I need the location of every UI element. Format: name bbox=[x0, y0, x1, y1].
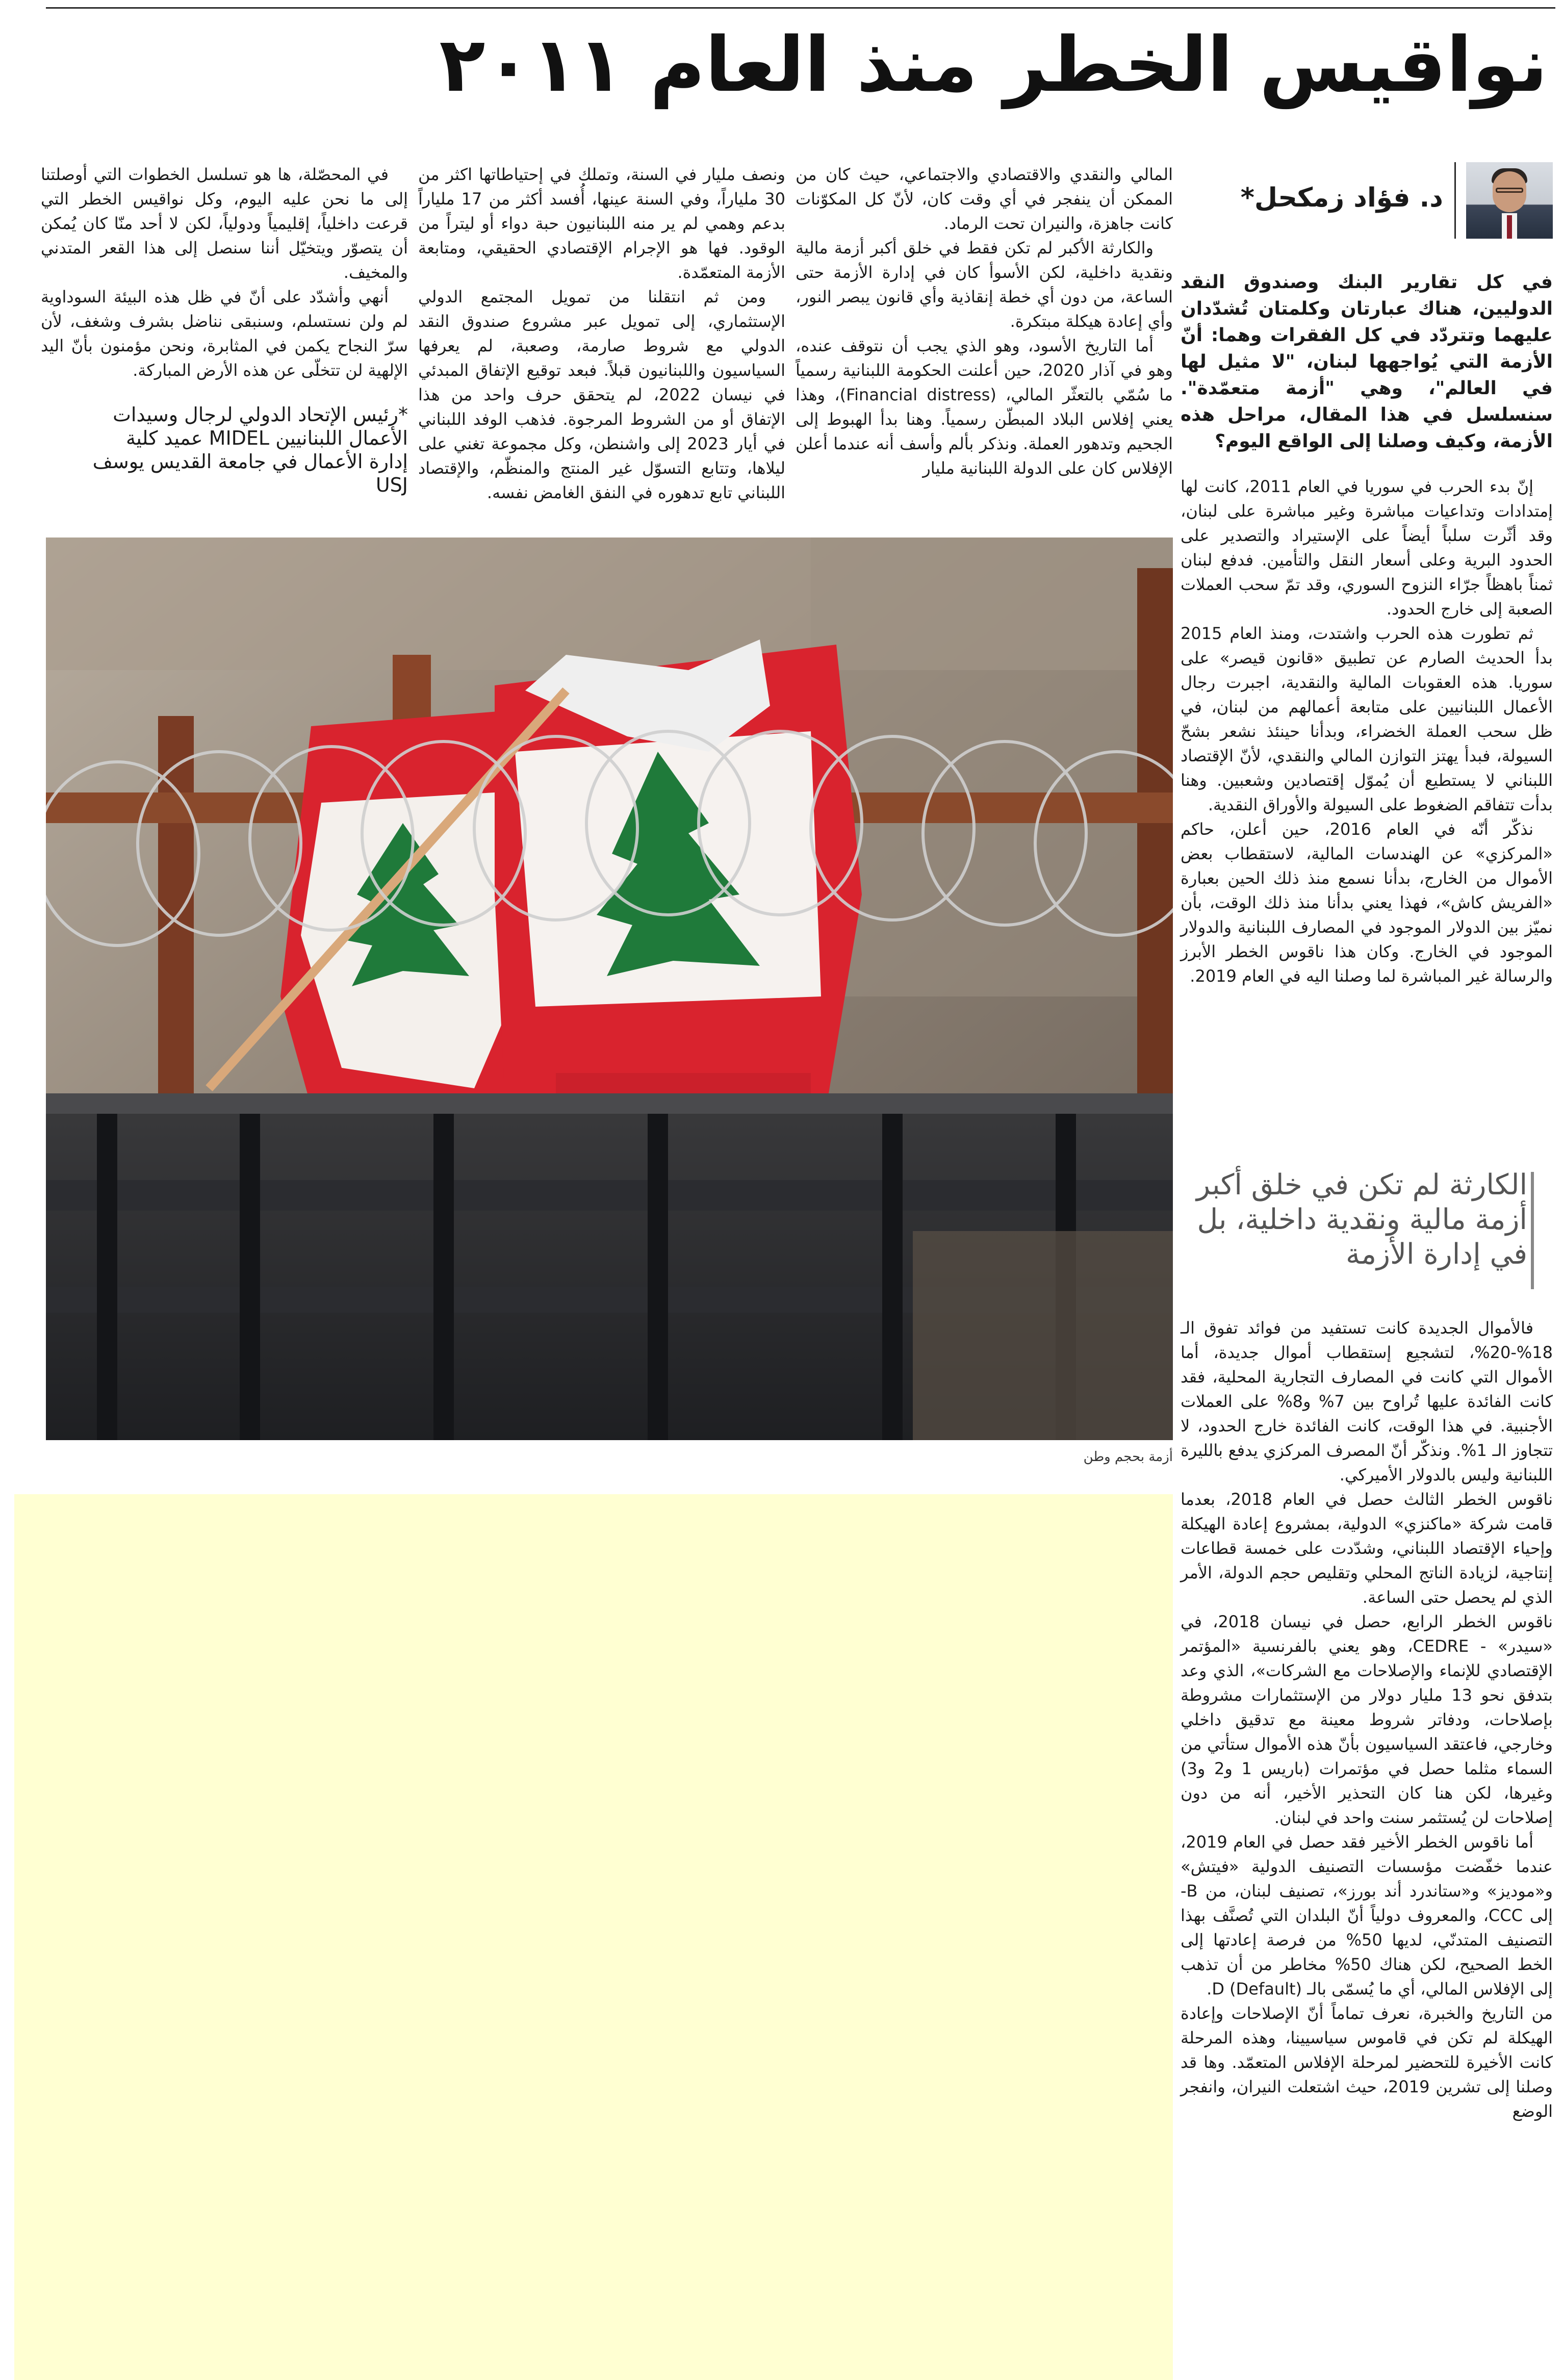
column-1-lower bbox=[1181, 1316, 1553, 2123]
paragraph: ثم تطورت هذه الحرب واشتدت، ومنذ العام 2015 بدأ الحديث الصارم عن تطبيق «قانون قيصر» على سوريا. هذه العقوبات المالية والنقدية، اجبرت رجال الأعمال اللبنانيين على متابعة أعمالهم من لبنان، في ظل سحب العملة الخضراء، وبدأنا حينئذ نشعر بشحّ السيولة، فبدأ يهتز التوازن المالي والنقدي، لأنّ الإقتصاد اللبناني لا يستطيع أن يُموّل إقتصادين وشعبين. وهنا بدأت تتفاقم الضغوط على السيولة والأوراق النقدية. bbox=[1181, 624, 1553, 814]
lead-paragraph: في كل تقارير البنك وصندوق النقد الدوليين، هناك عبارتان وكلمتان تُشدّدان عليهما وتتردّد في كل الفقرات وهما: أنّ الأزمة التي يُواجهها لبنان، "لا مثيل لها في العالم"، وهي "أزمة متعمّدة". سنسلسل في هذا المقال، مراحل هذه الأزمة، وكيف وصلنا إلى الواقع اليوم؟ bbox=[1181, 272, 1553, 452]
author-box bbox=[1221, 162, 1553, 244]
ad-space bbox=[14, 1494, 1173, 2380]
author-photo bbox=[1466, 162, 1553, 239]
paragraph: إنّ بدء الحرب في سوريا في العام 2011، كانت لها إمتدادات وتداعيات مباشرة وغير مباشرة على لبنان، وقد أثّرت سلباً أيضاً على الإستيراد والتصدير على الحدود البرية وعلى أسعار النقل والتأمين. فدفع لبنان ثمناً باهظاً جرّاء النزوح السوري، وقد تمّ سحب العملات الصعبة إلى خارج الحدود. bbox=[1181, 477, 1553, 619]
headline: نواقيس الخطر منذ العام ٢٠١١ bbox=[439, 21, 1548, 109]
column-3 bbox=[418, 162, 785, 505]
paragraph: أما ناقوس الخطر الأخير فقد حصل في العام 2019، عندما خفّضت مؤسسات التصنيف الدولية «فيتش» و«موديز» و«ستاندرد أند بورز»، تصنيف لبنان، من B- إلى CCC، والمعروف دولياً أنّ البلدان التي تُصنَّف بهذا التصنيف المتدنّي، لديها 50% من فرصة إعادتها إلى الخط الصحيح، لكن هناك 50% مخاطر من أن تذهب إلى الإفلاس المالي، أي ما يُسمّى بالـ D (Default). bbox=[1181, 1832, 1553, 1999]
column-1 bbox=[1181, 474, 1553, 988]
paragraph: ناقوس الخطر الثالث حصل في العام 2018، بعدما قامت شركة «ماكنزي» الدولية، بمشروع إعادة الهيكلة وإحياء الإقتصاد اللبناني، وشدّدت على خمسة قطاعات إنتاجية، لزيادة الناتج المحلي وتقليص حجم الدولة، الأمر الذي لم يحصل حتى الساعة. bbox=[1181, 1490, 1553, 1607]
paragraph: أما التاريخ الأسود، وهو الذي يجب أن نتوقف عنده، وهو في آذار 2020، حين أعلنت الحكومة اللبنانية رسمياً ما سُمّي بالتعثّر المالي، (Financial distress)، وهذا يعني إفلاس البلاد المبطّن رسمياً. وهنا بدأ الهبوط إلى الجحيم وتدهور العملة. ونذكر بألم وأسف أنه عندما أعلن الإفلاس كان على الدولة اللبنانية مليار bbox=[796, 336, 1173, 478]
paragraph: المالي والنقدي والاقتصادي والاجتماعي، حيث كان من الممكن أن ينفجر في أي وقت كان، لأنّ كل المكوّنات كانت جاهزة، والنيران تحت الرماد. bbox=[796, 165, 1173, 233]
photo-caption: أزمة بحجم وطن bbox=[1083, 1449, 1173, 1465]
top-rule bbox=[46, 7, 1555, 9]
author-signature: *رئيس الإتحاد الدولي لرجال وسيدات الأعمال اللبنانيين MIDEL عميد كلية إدارة الأعمال في جامعة القديس يوسف USJ bbox=[92, 403, 408, 496]
author-divider bbox=[1454, 162, 1456, 239]
column-4 bbox=[41, 162, 408, 497]
paragraph: أنهي وأشدّد على أنّ في ظل هذه البيئة السوداوية لم ولن نستسلم، وسنبقى نناضل بشرف وشغف، لأن سرّ النجاح يكمن في المثابرة، ونحن مؤمنون بأنّ اليد الإلهية لن تتخلّى عن هذه الأرض المباركة. bbox=[41, 287, 408, 380]
paragraph: والكارثة الأكبر لم تكن فقط في خلق أكبر أزمة مالية ونقدية داخلية، لكن الأسوأ كان في إدارة الأزمة حتى الساعة، من دون أي خطة إنقاذية وأي قانون يبصر النور، وأي إعادة هيكلة مبتكرة. bbox=[796, 238, 1173, 331]
pull-quote: الكارثة لم تكن في خلق أكبر أزمة مالية ونقدية داخلية، بل في إدارة الأزمة bbox=[1196, 1168, 1527, 1271]
paragraph: ناقوس الخطر الرابع، حصل في نيسان 2018، في «سيدر» - CEDRE، وهو يعني بالفرنسية «المؤتمر الإقتصادي للإنماء والإصلاحات مع الشركات»، الذي وعد بتدفق نحو 13 مليار دولار من الإستثمارات مشروطة بإصلاحات، ودفاتر شروط معينة مع تدقيق داخلي وخارجي، فاعتقد السياسيون بأنّ هذه الأموال ستأتي من السماء مثلما حصل في مؤتمرات (باريس 1 و2 و3) وغيرها، لكن هنا كان التحذير الأخير، أنه من دون إصلاحات لن يُستثمر سنت واحد في لبنان. bbox=[1181, 1612, 1553, 1827]
article-photo bbox=[46, 538, 1173, 1440]
paragraph: من التاريخ والخبرة، نعرف تماماً أنّ الإصلاحات وإعادة الهيكلة لم تكن في قاموس سياسيينا، وهذه المرحلة كانت الأخيرة للتحضير لمرحلة الإفلاس المتعمّد. وها قد وصلنا إلى تشرين 2019، حيث اشتعلت النيران، وانفجر الوضع bbox=[1181, 2004, 1553, 2121]
paragraph: ونصف مليار في السنة، وتملك في إحتياطاتها اكثر من 30 ملياراً، وفي السنة عينها، أُفسد أكثر من 17 ملياراً بدعم وهمي لم ير منه اللبنانيون حبة دواء أو ليتراً من الوقود. فها هو الإجرام الإقتصادي الحقيقي، ومتابعة الأزمة المتعمّدة. bbox=[418, 165, 786, 282]
paragraph: في المحصّلة، ها هو تسلسل الخطوات التي أوصلتنا إلى ما نحن عليه اليوم، وكل نواقيس الخطر التي قرعت داخلياً، إقليمياً ودولياً، لكن لا أحد منّا كان يُمكن أن يتصوّر ويتخيّل أننا سنصل إلى هذا القعر المتدني والمخيف. bbox=[41, 165, 408, 282]
pull-quote-bar bbox=[1531, 1172, 1534, 1289]
column-2 bbox=[796, 162, 1173, 480]
paragraph: نذكّر أنّه في العام 2016، حين أعلن، حاكم «المركزي» عن الهندسات المالية، لاستقطاب بعض الأموال من الخارج، بدأنا نسمع منذ ذلك الحين بعبارة «الفريش كاش»، فهذا يعني بدأنا منذ ذلك الوقت، بأن نميّز بين الدولار الموجود في المصارف اللبنانية والدولار الموجود في الخارج. وكان هذا ناقوس الخطر الأبرز والرسالة غير المباشرة لما وصلنا اليه في العام 2019. bbox=[1181, 820, 1553, 986]
paragraph: فالأموال الجديدة كانت تستفيد من فوائد تفوق الـ 18%-20%، لتشجيع إستقطاب أموال جديدة، أما الأموال التي كانت في المصارف التجارية المحلية، فقد كانت الفائدة عليها تُراوح بين 7% و8% على العملات الأجنبية. في هذا الوقت، كانت الفائدة خارج الحدود، لا تتجاوز الـ 1%. ونذكّر أنّ المصرف المركزي يدفع بالليرة اللبنانية وليس بالدولار الأميركي. bbox=[1181, 1318, 1553, 1485]
paragraph: ومن ثم انتقلنا من تمويل المجتمع الدولي الإستثماري، إلى تمويل عبر مشروع صندوق النقد الدولي مع شروط صارمة، وصعبة، لم يعرفها السياسيون واللبنانيون قبلاً. فبعد توقيع الإتفاق المبدئي في نيسان 2022، لم يتحقق حرف واحد من هذا الإتفاق أو من الشروط المرجوة. فذهب الوفد اللبناني في أيار 2023 إلى واشنطن، وكل مجموعة تغني على ليلاها، وتتابع التسوّل غير المنتج والمنظّم، والإقتصاد اللبناني تابع تدهوره في النفق الغامض نفسه. bbox=[418, 287, 786, 502]
author-name: د. فؤاد زمكحل* bbox=[1240, 183, 1443, 213]
